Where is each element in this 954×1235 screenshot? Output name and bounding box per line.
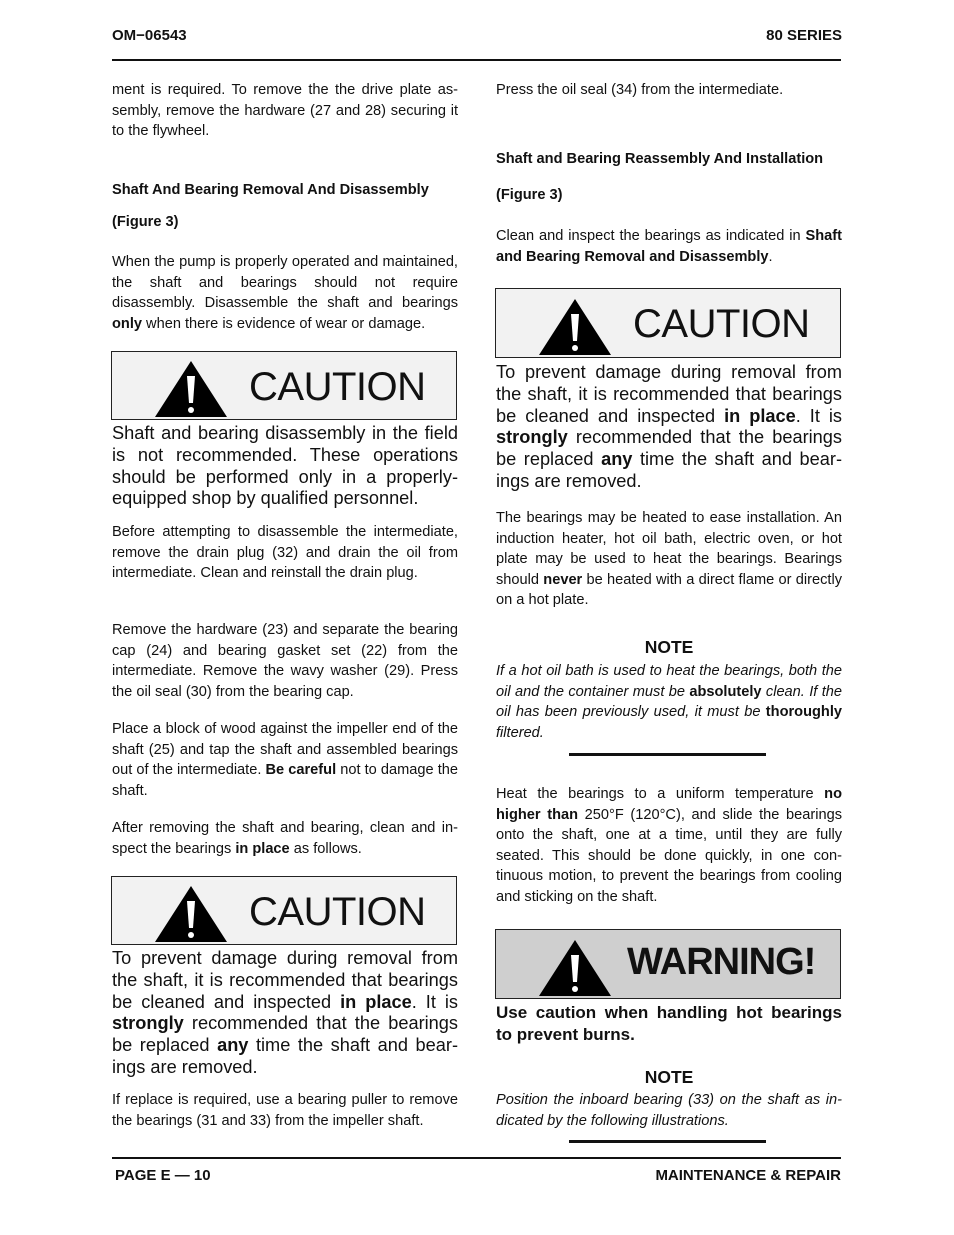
footer-rule [112, 1157, 841, 1159]
note-title-1: NOTE [644, 637, 694, 657]
page-number: PAGE E — 10 [115, 1167, 211, 1184]
warning-text: Use caution when handling hot bearings to prevent burns. [496, 1003, 842, 1044]
caution-box-1 [111, 351, 457, 420]
left-para-bearing-puller: If replace is required, use a bearing puller to remove the bearings (31 and 33) from the impeller shaft. [112, 1092, 458, 1129]
caution-triangle-icon [154, 885, 228, 943]
warning-box [495, 929, 841, 999]
caution-triangle-icon [154, 360, 228, 418]
left-para-inspect: After removing the shaft and bearing, clean and inspect the bearings in place as follows. [112, 820, 458, 857]
caution-text-1: Shaft and bearing disassembly in the field is not recommended. These operations should be performed only in a properly-equipped shop by qualified personnel. [112, 423, 458, 509]
caution-box-3 [495, 288, 841, 358]
left-para-wood-block: Place a block of wood against the impeller end of the shaft (25) and tap the shaft and assembled bearings out of the intermediate. Be careful not to damage the shaft. [112, 721, 459, 799]
caution-box-2 [111, 876, 457, 945]
note-body-1: If a hot oil bath is used to heat the bearings, both the oil and the container must be absolutely clean. If the oil has been previously used, it must be thoroughly filtered. [496, 663, 842, 741]
series-label: 80 SERIES [766, 27, 842, 44]
caution-label: CAUTION [633, 302, 810, 346]
right-para-clean-inspect: Clean and inspect the bearings as indicated in Shaft and Bearing Removal and Disassembly. [496, 228, 842, 265]
caution-label: CAUTION [249, 890, 426, 934]
left-para-drive-plate: ment is required. To remove the the drive plate assembly, remove the hardware (27 and 28) securing it to the flywheel. [112, 82, 458, 140]
note-body-2: Position the inboard bearing (33) on the shaft as indicated by the following illustrations. [496, 1092, 842, 1129]
section-heading-reassembly: Shaft and Bearing Reassembly And Installation [496, 151, 824, 167]
document-number: OM−06543 [112, 27, 187, 44]
figure-ref-removal: (Figure 3) [112, 214, 179, 230]
header-rule [112, 59, 841, 61]
right-para-temperature: Heat the bearings to a uniform temperature no higher than 250°F (120°C), and slide the bearings onto the shaft, one at a time, until they are fully seated. This should be done quickly, in one continuous motion, to prevent the bearings from cooling and sticking on the shaft. [496, 786, 842, 905]
left-para-hardware: Remove the hardware (23) and separate the bearing cap (24) and bearing gasket set (22) from the intermediate. Remove the wavy washer (29). Press the oil seal (30) from the bearing cap. [112, 622, 458, 700]
warning-label: WARNING! [627, 941, 816, 983]
caution-text-3: To prevent damage during removal from the shaft, it is recommended that bearings be cleaned and inspected in place. It is strongly recommended that the bearings be replaced any time the shaft and bearings are removed. [496, 362, 842, 491]
caution-triangle-icon [538, 298, 612, 356]
section-heading-removal: Shaft And Bearing Removal And Disassembly [112, 182, 429, 198]
right-para-oil-seal: Press the oil seal (34) from the intermediate. [496, 82, 784, 98]
warning-triangle-icon [538, 939, 612, 997]
figure-ref-reassembly: (Figure 3) [496, 187, 563, 203]
note-rule-2 [569, 1140, 766, 1143]
note-rule-1 [569, 753, 766, 756]
caution-text-2: To prevent damage during removal from the shaft, it is recommended that bearings be cleaned and inspected in place. It is strongly recommended that the bearings be replaced any time the shaft and bearings are removed. [112, 948, 458, 1077]
caution-label: CAUTION [249, 365, 426, 409]
right-para-heating: The bearings may be heated to ease installation. An induction heater, hot oil bath, electric oven, or hot plate may be used to heat the bearings. Bearings should never be heated with a direct flame or directly on a hot plate. [496, 510, 843, 609]
section-name: MAINTENANCE & REPAIR [655, 1167, 841, 1184]
left-para-drain-plug: Before attempting to disassemble the intermediate, remove the drain plug (32) and drain the oil from intermediate. Clean and reinstall the drain plug. [112, 524, 458, 582]
left-para-maintenance: When the pump is properly operated and maintained, the shaft and bearings should not require disassembly. Disassemble the shaft and bearings only when there is evidence of wear or damage. [112, 254, 458, 332]
note-title-2: NOTE [644, 1067, 694, 1087]
